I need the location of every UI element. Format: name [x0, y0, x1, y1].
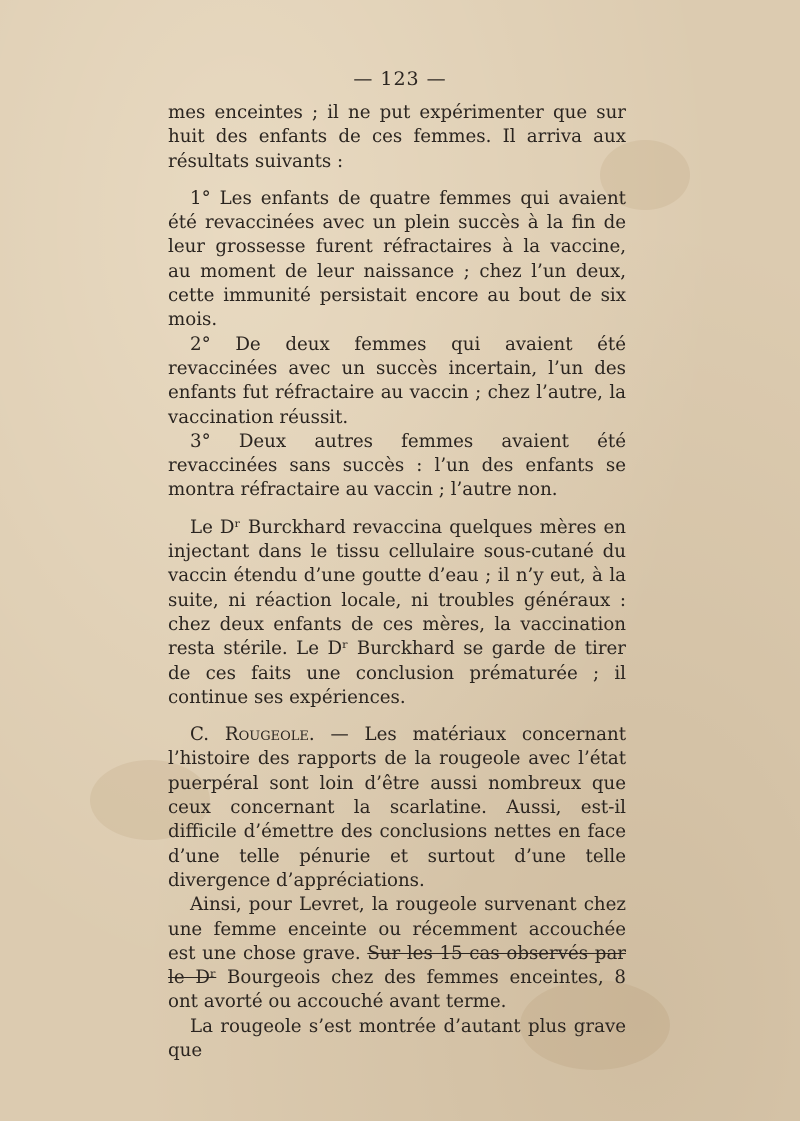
paragraph: 3° Deux autres femmes avaient été revaccinées sans succès : l’un des enfants se montra réfractaire au vaccin ; l’autre non.: [168, 430, 626, 501]
paragraph: 1° Les enfants de quatre femmes qui avaient été revaccinées avec un plein succès à la fin de leur grossesse furent réfractaires à la vaccine, au moment de leur naissance ; chez l’un deux, cette immunité persistait encore au bout de six mois.: [168, 187, 626, 331]
paragraph-text: — Les matériaux concernant l’histoire des rapports de la rougeole avec l’état puerpéral sont loin d’être aussi nombreux que ceux concernant la scarlatine. Aussi, est-il difficile d’émettre des conclusions nettes en face d’une telle pénurie et surtout d’une telle divergence d’appréciations.: [168, 724, 627, 891]
paragraph: mes enceintes ; il ne put expérimenter que sur huit des enfants de ces femmes. Il arriva aux résultats suivants :: [168, 102, 626, 172]
paragraph-text: Bourgeois chez des femmes enceintes, 8 ont avorté ou accouché avant terme.: [168, 967, 626, 1013]
page-number: — 123 —: [353, 68, 447, 90]
paragraph: La rougeole s’est montrée d’autant plus grave que: [168, 1015, 626, 1061]
paragraph: [168, 893, 626, 1014]
paragraph-text: Ainsi, pour Levret, la rougeole survenant chez une femme enceinte ou récemment accouchée est une chose grave.: [168, 894, 626, 964]
paragraph: Le Dʳ Burckhard revaccina quelques mères en injectant dans le tissu cellulaire sous-cutané du vaccin étendu d’une goutte d’eau ; il n’y eut, à la suite, ni réaction locale, ni troubles généraux : chez deux enfants de ces mères, la vaccination resta stérile. Le Dʳ Burckhard se garde de tirer de ces faits une conclusion prématurée ; il continue ses expériences.: [168, 516, 626, 708]
paragraph: 2° De deux femmes qui avaient été revaccinées avec un succès incertain, l’un des enfants fut réfractaire au vaccin ; chez l’autre, la vaccination réussit.: [168, 333, 626, 428]
section-paragraph: [168, 723, 626, 893]
body-text: [168, 101, 626, 1063]
section-heading: C. Rougeole.: [190, 724, 315, 746]
struck-through-text: Sur les 15 cas observés par le Dʳ: [168, 942, 626, 989]
